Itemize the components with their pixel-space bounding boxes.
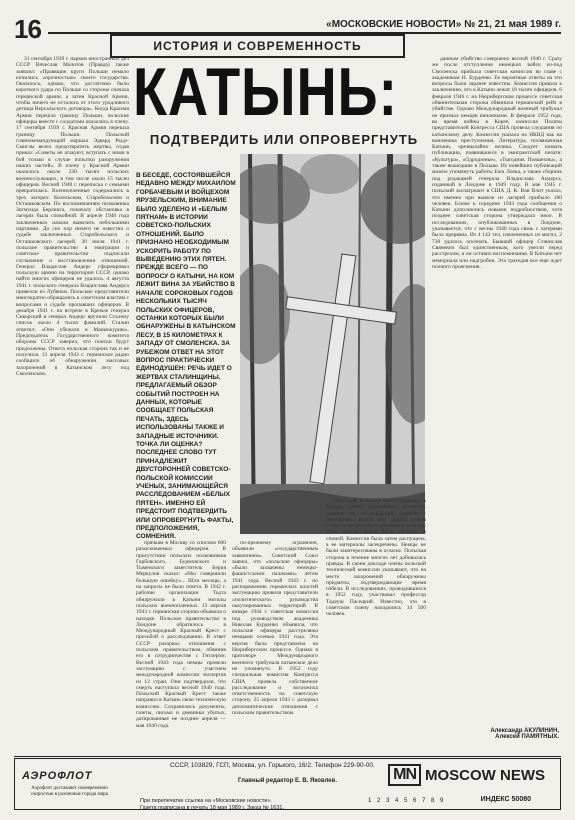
print-note-line-2: Газета подписана в печать 18 мая 1989 г. Заказ № 1631. bbox=[140, 805, 284, 811]
footer-rule bbox=[14, 756, 561, 757]
print-digits: 1 2 3 4 5 6 7 8 9 bbox=[368, 798, 446, 804]
subscription-index: ИНДЕКС 50080 bbox=[480, 796, 531, 803]
publication-masthead: «МОСКОВСКИЕ НОВОСТИ» № 21, 21 мая 1989 г. bbox=[326, 19, 561, 30]
print-notes bbox=[140, 798, 284, 812]
mid-right-column bbox=[232, 540, 318, 745]
editorial-address: СССР, 103829, ГСП, Москва, ул. Горького, 16/2. Телефон 229-90-00. bbox=[170, 762, 375, 769]
article-signature: Александр АКУЛИНИН, Алексей ПАМЯТНЫХ. bbox=[490, 728, 559, 740]
right-column-text: данным убийство совершено весной 1940 г. Сразу же после отступления немецких войск из-под Смоленска прибыла советская комиссия во главе с академиком Н. Бурденко. Ее вероятные ответы на эти вопросы были заранее известны. Комиссия пришла к заключению, что в Катыни лежат 10 тысяч офицеров. 6 февраля 1946 г. на Нюрнбергском процессе советская обвинительная сторона обвинила германский рейх в убийстве. Однако Международный военный трибунал не признал немцев виновными. В феврале 1952 года, во время войны в Корее, комиссия Палаты представителей Конгресса США провела слушания по катынскому делу. Комиссия указала на НКВД как на виновника преступления. Литература, посвященная Катыни, чрезвычайно велика. Следует назвать публикации, появившиеся в эмигрантской печати: «Культура», «Одродзенье», «Тыгодник Повшехны», а также вышедшие в Польше. Из новейших публикаций можно упомянуть работы Ежи Лоека, а также сборник под редакцией генерала Владислава Андерса, изданный в Лондоне в 1949 году. В мае 1945 г. польский экспатриант в США Д. К. Ван Влит указал, что именно при вывозе из лагерей прибыло 180 человек. Ближе к середине 1943 года сообщения о Катыни дополнились новыми подробностями, хотя позднее советская сторона утверждала иное. В исследованиях, опубликованных в Лондоне, указывается, что с весны 1940 года связь с лагерями была прервана. Из 4 143 тел, извлеченных из могил, 2 730 удалось опознать. Бывший офицер Станислав Свяневич был единственным, кого увезли перед расстрелом, и он оставил воспоминания. В Катыни нет мемориала или надгробия. Эта трагедия все еще ждет полного прояснения. bbox=[432, 56, 562, 270]
mid-right-column-text: по-прежнему ограничен, объявили «государственным заявлением». Советский Союз заявил, что «польские офицеры» «были захвачены немецко-фашистскими палачами» летом 1941 года. Весной 1943 г. по распоряжению германских властей эксгумацию провели представители «политического» руководства оккупированных территорий. В январе 1944 г. советская комиссия под руководством академика Николая Бурденко объявила, что польские офицеры расстреляны немцами осенью 1941 года. Эта версия была представлена на Нюрнбергском процессе. Однако в приговоре Международного военного трибунала катынское дело не упомянуто. В 1952 году специальная комиссия Конгресса США провела собственное расследование и возложила ответственность на советскую сторону. 25 апреля 1943 г. разорвал дипломатические отношения с польским правительством. bbox=[232, 540, 318, 717]
lead-paragraph: В БЕСЕДЕ, СОСТОЯВШЕЙСЯ НЕДАВНО МЕЖДУ МИХАИЛОМ ГОРБАЧЕВЫМ И ВОЙЦЕХОМ ЯРУЗЕЛЬСКИМ, ВНИМАНИЕ БЫЛО УДЕЛЕНО И «БЕЛЫМ ПЯТНАМ» В ИСТОРИИ СОВЕТСКО-ПОЛЬСКИХ ОТНОШЕНИЙ. БЫЛО ПРИЗНАНО НЕОБХОДИМЫМ УСКОРИТЬ РАБОТУ ПО ВЫВЕДЕНИЮ ЭТИХ ПЯТЕН. ПРЕЖДЕ ВСЕГО — ПО ВОПРОСУ О КАТЫНИ, НА КОМ ЛЕЖИТ ВИНА ЗА УБИЙСТВО В НАЧАЛЕ СОРОКОВЫХ ГОДОВ НЕСКОЛЬКИХ ТЫСЯЧ ПОЛЬСКИХ ОФИЦЕРОВ, ОСТАНКИ КОТОРЫХ БЫЛИ ОБНАРУЖЕНЫ В КАТЫНСКОМ ЛЕСУ, В 15 КИЛОМЕТРАХ К ЗАПАДУ ОТ СМОЛЕНСКА. ЗА РУБЕЖОМ ОТВЕТ НА ЭТОТ ВОПРОС ПРАКТИЧЕСКИ ЕДИНОДУШЕН: РЕЧЬ ИДЕТ О ЖЕРТВАХ СТАЛИНЩИНЫ. ПРЕДЛАГАЕМЫЙ ОБЗОР СОБЫТИЙ ПОСТРОЕН НА ДАННЫХ, КОТОРЫЕ СООБЩАЕТ ПОЛЬСКАЯ ПЕЧАТЬ, ЗДЕСЬ ИСПОЛЬЗОВАНЫ ТАКЖЕ И ЗАПАДНЫЕ ИСТОЧНИКИ. ТОЧКА ЛИ ОЦЕНКА? ПОСЛЕДНЕЕ СЛОВО ТУТ ПРИНАДЛЕЖИТ ДВУСТОРОННЕЙ СОВЕТСКО-ПОЛЬСКОЙ КОМИССИИ УЧЕНЫХ, ЗАНИМАЮЩЕЙСЯ РАССЛЕДОВАНИЕМ «БЕЛЫХ ПЯТЕН». ИМЕННО ЕЙ ПРЕДСТОИТ ПОДТВЕРДИТЬ ИЛИ ОПРОВЕРГНУТЬ ФАКТЫ, ПРЕДПОЛОЖЕНИЯ, СОМНЕНИЯ. bbox=[136, 172, 236, 541]
print-note-line: При перепечатке ссылка на «Московские новости». bbox=[140, 798, 273, 804]
moscow-news-wordmark: MOSCOW NEWS bbox=[425, 766, 545, 784]
cross-photo bbox=[240, 154, 425, 534]
mid-right2-column bbox=[326, 498, 426, 745]
subheadline: ПОДТВЕРДИТЬ ИЛИ ОПРОВЕРГНУТЬ bbox=[149, 132, 419, 147]
mid-right2-column-text: Польский Красный Крест направил в Катынь группу технических экспертов. Данные их исследований совпали с немецкими. Почти все черепа имели следы огнестрельного ранения в затылок. Руки многих жертв были связаны за спиной. Комиссия была затем распущена, а ее материалы засекречены. Немцы не были заинтересованы в огласке. Польская сторона в течение многих лет добивалась правды. В своем докладе члены польской технической комиссии указывают, что на месте захоронений обнаружены предметы, подтверждающие время гибели. В исследованиях, проводившихся в 1952 году, участвовал профессор Тадеуш Пасецкий. Известно, что в советском плену находились 14 500 человек. bbox=[326, 498, 426, 618]
right-column bbox=[432, 56, 562, 724]
left-column bbox=[16, 56, 129, 746]
left-column-text: 31 сентября 1939 г. нарком иностранных дел СССР Вячеслав Молотов (Правда) также заявлял: «Правящие круги Польши немало кичились «прочностью» своего государства. Оказалось, однако, что достаточно было короткого удара по Польше со стороны сначала германской армии, а затем Красной Армии, чтобы ничего не осталось от этого уродливого детища Версальского договора». Когда Красная Армия перешла границу Польши, польские офицеры вместе с солдатами оказались в плену. 17 сентября 1939 г. Красная Армия перешла границу Польши. Польский главнокомандующий маршал Эдвард Рыдз-Смиглы велел предотвратить жертвы, отдав приказ: «Советы не атакуют, вступать с ними в бой только в случае попытки разоружения наших частей». В плену у Красной Армии оказалось около 230 тысяч польских военнослужащих, в том числе около 15 тысяч офицеров. Весной 1940 г. переписка с семьями прекратилась. Военнопленные содержались в трех лагерях: Козельском, Старобельском и Осташковском. По воспоминаниям полковника Зигмунда Берлинга, поначалу обстановка в лагерях была спокойной. В апреле 1940 года заключенных начали вывозить небольшими партиями. До сих пор ничего не известно о судьбе заключенных Старобельского и Осташковского лагерей. 30 июля 1941 г. польское правительство в эмиграции и советское правительство подписали соглашение о восстановлении отношений. Генерал Владислав Андерс сформировал польскую армию на территории СССР, однако найти многих офицеров не удалось. 4 августа 1941 г. польского генерала Владислава Андерса привезли из Лубянки. Польские представители многократно обращались к советским властям с вопросами о судьбе пропавших офицеров. В декабре 1941 г. на встрече в Кремле генерал Сикорский и генерал Андерс вручили Сталину список около 4 тысяч фамилий. Сталин ответил: «Они убежали в Маньчжурию». Председатель Государственного комитета обороны СССР заверил, что поиски будут продолжены. Ответа польская сторона так и не получила. 13 апреля 1943 г. германское радио сообщило об обнаружении массовых захоронений в Катынском лесу под Смоленском. bbox=[16, 56, 129, 377]
mid-left-column-text: прячкам в Москву со списком 600 разыскиваемых офицеров. В присутствии польских полковников Горбовского, Бурмовского и Тыменского заместитель Берия Меркулов сказал: «Мы совершили большую ошибку»... Шли месяцы, а на запросы не было ответа. В 1942 г. рабочие организации Тодта обнаружили в Катыни могилы польских военнопленных. 13 апреля 1943 г. германская сторона объявила о находке. Польское правительство в Лондоне обратилось в Международный Красный Крест с просьбой о расследовании. В ответ СССР разорвал отношения с польским правительством, обвинив его в сотрудничестве с Гитлером. Весной 1943 года немцы провели эксгумацию с участием международной комиссии экспертов из 12 стран. Они подтвердили, что смерть наступила весной 1940 года. Польский Красный Крест также направил в Катынь свою техническую комиссию. Сохранились документы, газеты, письма и дневники убитых, датированные не позднее апреля — мая 1940 года. bbox=[136, 540, 226, 729]
section-title: ИСТОРИЯ И СОВРЕМЕННОСТЬ bbox=[110, 34, 405, 58]
chief-editor: Главный редактор Е. В. Яковлев. bbox=[238, 778, 337, 784]
cross-photo-illustration bbox=[240, 154, 425, 534]
moscow-news-logo bbox=[388, 764, 545, 786]
aeroflot-logo: АЭРОФЛОТ bbox=[22, 770, 93, 782]
mid-left-column bbox=[136, 540, 226, 745]
page-number: 16 bbox=[14, 14, 41, 44]
moscow-news-mark: MN bbox=[388, 764, 421, 786]
aeroflot-caption: Аэрофлот доставляет своевременно скоростью в различные города мира bbox=[30, 786, 109, 797]
headline: КАТЫНЬ: bbox=[133, 54, 398, 130]
